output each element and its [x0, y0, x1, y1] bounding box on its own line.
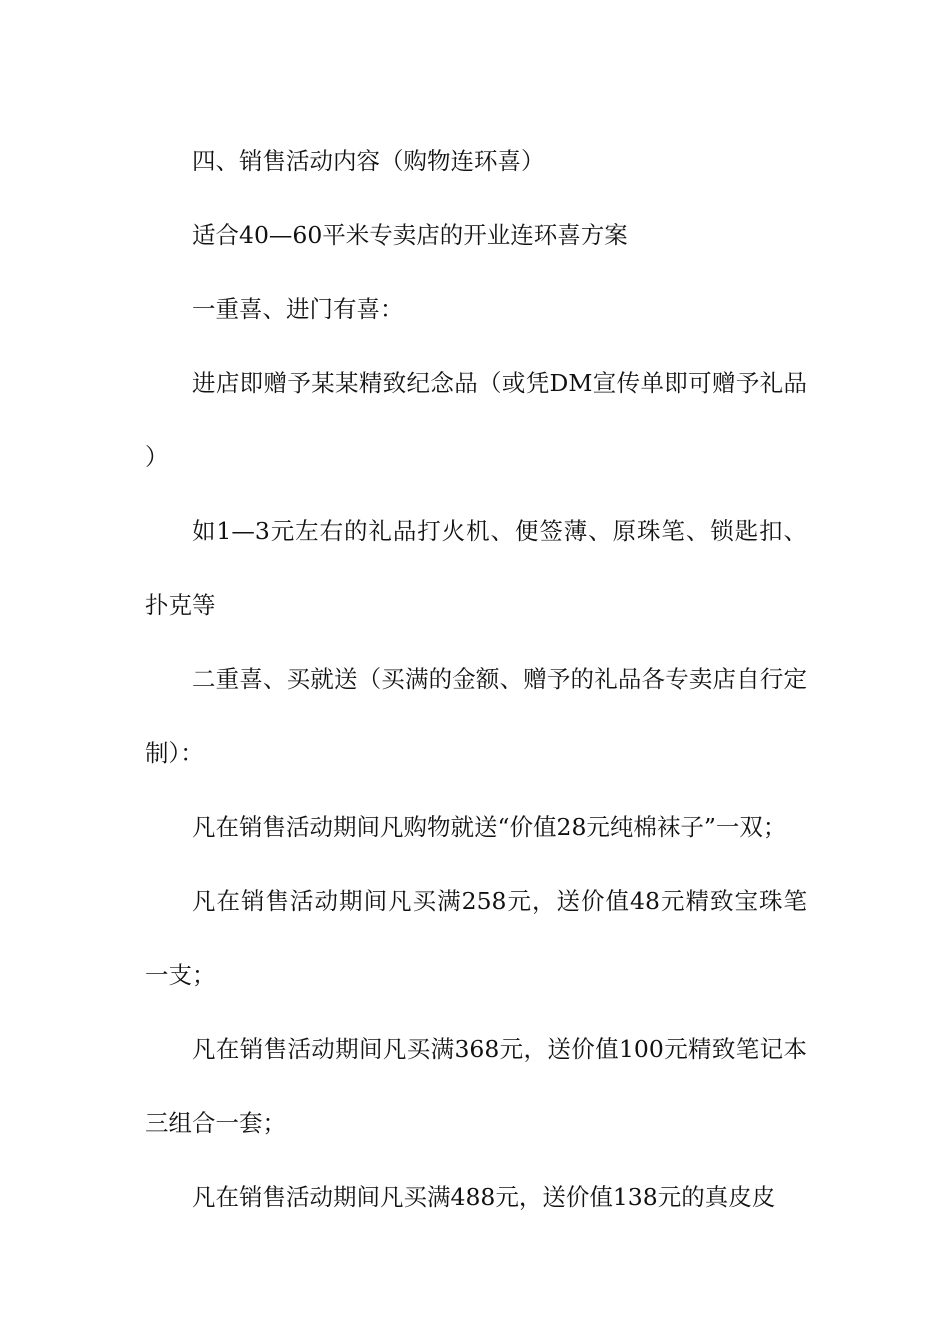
paragraph: 凡在销售活动期间凡买满258元，送价值48元精致宝珠笔一支； [145, 887, 807, 989]
paragraph: 凡在销售活动期间凡购物就送“价值28元纯棉袜子”一双； [192, 813, 787, 841]
paragraph: 如1—3元左右的礼品打火机、便签薄、原珠笔、锁匙扣、扑克等 [145, 517, 807, 619]
paragraph: 凡在销售活动期间凡买满488元，送价值138元的真皮皮 [192, 1183, 776, 1211]
section-heading: 四、销售活动内容（购物连环喜） [192, 147, 545, 175]
paragraph: 凡在销售活动期间凡买满368元，送价值100元精致笔记本三组合一套； [145, 1035, 807, 1137]
document-body [145, 124, 807, 1234]
first-happiness-heading: 一重喜、进门有喜： [192, 295, 404, 323]
paragraph: 进店即赠予某某精致纪念品（或凭DM宣传单即可赠予礼品） [145, 369, 807, 471]
plan-subtitle: 适合40—60平米专卖店的开业连环喜方案 [192, 221, 628, 249]
second-happiness-heading: 二重喜、买就送（买满的金额、赠予的礼品各专卖店自行定制）： [145, 665, 807, 767]
